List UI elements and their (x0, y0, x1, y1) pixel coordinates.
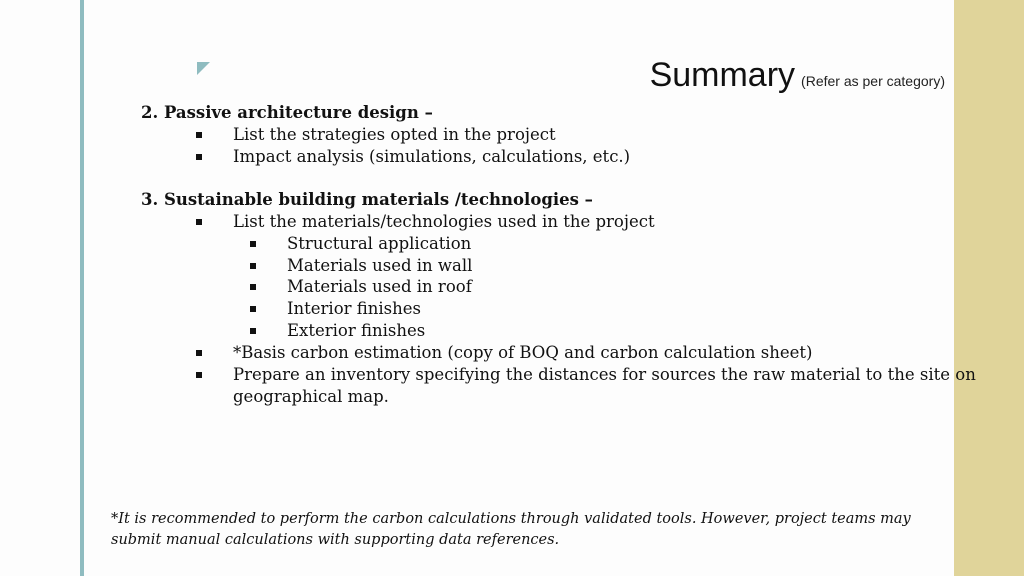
section-3-item: List the materials/technologies used in the project (233, 212, 655, 231)
square-bullet-icon (196, 372, 202, 378)
footnote-line: submit manual calculations with supporting data references. (111, 532, 560, 548)
square-bullet-icon (196, 350, 202, 356)
corner-triangle-icon (197, 62, 210, 75)
square-bullet-icon (250, 263, 256, 269)
square-bullet-icon (250, 284, 256, 290)
square-bullet-icon (196, 219, 202, 225)
left-accent-bar (80, 0, 84, 576)
section-3-item: *Basis carbon estimation (copy of BOQ and carbon calculation sheet) (233, 343, 813, 362)
section-3-subitem: Materials used in wall (287, 256, 473, 275)
square-bullet-icon (196, 132, 202, 138)
section-3-item-continuation: geographical map. (233, 387, 389, 406)
section-2-heading: 2. Passive architecture design – (141, 103, 433, 122)
square-bullet-icon (250, 241, 256, 247)
slide-subtitle: (Refer as per category) (801, 73, 945, 89)
section-3-subitem: Structural application (287, 234, 472, 253)
slide-title: Summary (649, 56, 796, 94)
section-3-heading: 3. Sustainable building materials /technologies – (141, 190, 593, 209)
right-side-band (954, 0, 1024, 576)
section-2-item: Impact analysis (simulations, calculations, etc.) (233, 147, 631, 166)
slide-header (650, 56, 945, 95)
section-2-item: List the strategies opted in the project (233, 125, 556, 144)
square-bullet-icon (250, 328, 256, 334)
footnote-line: *It is recommended to perform the carbon calculations through validated tools. However, project teams may (111, 511, 911, 527)
footnote (111, 509, 911, 551)
section-3-subitem: Interior finishes (287, 299, 422, 318)
section-3-subitem: Materials used in roof (287, 277, 472, 296)
section-3-subitem: Exterior finishes (287, 321, 426, 340)
square-bullet-icon (250, 306, 256, 312)
square-bullet-icon (196, 154, 202, 160)
section-3-item: Prepare an inventory specifying the distances for sources the raw material to the site on (233, 365, 976, 384)
